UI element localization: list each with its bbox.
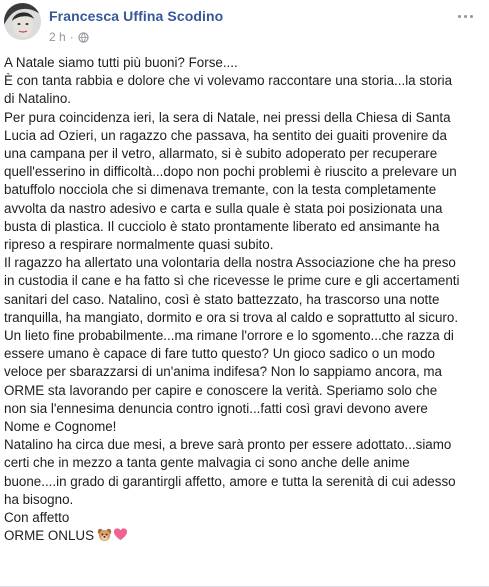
post-text-line: di Natalino. bbox=[4, 91, 71, 107]
emoji-group bbox=[97, 527, 128, 542]
more-dot bbox=[464, 15, 467, 18]
post-text-line: Lucia ad Ozieri, un ragazzo che passava, ha sentito dei guaiti provenire da bbox=[4, 127, 447, 143]
post-text-line: Per pura coincidenza ieri, la sera di Natale, nei pressi della Chiesa di Santa bbox=[4, 109, 451, 125]
post-text-line: Nome e Cognome! bbox=[4, 419, 117, 435]
post-text-line: avvolta da nastro adesivo e carta e sulla quale è stata poi posizionata una bbox=[4, 200, 443, 216]
post-text-line: Con affetto bbox=[4, 510, 70, 526]
post-text-line: ORME sta lavorando per capire e conoscere la verità. Speriamo solo che bbox=[4, 382, 438, 398]
heart-icon bbox=[113, 527, 128, 542]
author-avatar[interactable] bbox=[4, 3, 41, 40]
post-text-line: buone....in grado di garantirgli affetto, amore e tutta la serenità di cui adesso bbox=[4, 473, 456, 489]
post-text-line: batuffolo nocciola che si dimenava tremante, con la testa completamente bbox=[4, 182, 437, 198]
avatar-photo bbox=[4, 3, 41, 40]
post-text-line: ORME ONLUS bbox=[4, 527, 484, 545]
post-text-line: Natalino ha circa due mesi, a breve sarà pronto per essere adottato...siamo bbox=[4, 437, 452, 453]
post-text-line: certi che in mezzo a tanta gente malvagia ci sono anche delle anime bbox=[4, 455, 410, 471]
dog-face-icon bbox=[97, 527, 112, 542]
post-text-line: sanitari del caso. Natalino, così è stato battezzato, ha trascorso una notte bbox=[4, 291, 440, 307]
post-text-line: veloce per sbarazzarsi di un'anima indifesa? Non lo sappiamo ancora, ma bbox=[4, 364, 442, 380]
more-dot bbox=[470, 15, 473, 18]
post-text-line: una campana per il vetro, allarmato, si è subito adoperato per recuperare bbox=[4, 146, 438, 162]
post-text-line: busta di plastica. Il cucciolo è stato prontamente liberato ed ansimante ha bbox=[4, 218, 440, 234]
more-options-icon[interactable] bbox=[455, 8, 475, 24]
post-body bbox=[4, 54, 484, 545]
post-text-line: tranquilla, ha mangiato, dormito e ora si trova al caldo e soprattutto al sicuro. bbox=[4, 309, 459, 325]
post-text-line: A Natale siamo tutti più buoni? Forse.... bbox=[4, 55, 238, 70]
post-text-line: È con tanta rabbia e dolore che vi volevamo raccontare una storia...la storia bbox=[4, 73, 453, 89]
separator-dot: · bbox=[69, 30, 74, 44]
post-text-line: Un lieto fine probabilmente...ma rimane l'orrore e lo sgomento...che razza di bbox=[4, 328, 454, 344]
post-timestamp[interactable]: 2 h bbox=[49, 30, 66, 44]
post-text-line: ha bisogno. bbox=[4, 491, 74, 507]
post-text-line: non sia l'ennesima denuncia contro ignoti...fatti così gravi devono avere bbox=[4, 400, 428, 416]
post-text-line: essere umano è capace di fare tutto questo? Un gioco sadico o un modo bbox=[4, 346, 436, 362]
post-text-line: quell'esserino in difficoltà...dopo non pochi problemi è riuscito a prelevare un bbox=[4, 164, 457, 180]
post-text-line: Il ragazzo ha allertato una volontaria della nostra Associazione che ha preso bbox=[4, 255, 456, 271]
post-meta bbox=[49, 30, 89, 44]
post-text-line: in custodia il cane e ha fatto sì che ricevesse le prime cure e gli accertamenti bbox=[4, 273, 460, 289]
post-header bbox=[0, 0, 489, 50]
post-text-line: ripreso a respirare normalmente quasi subito. bbox=[4, 237, 274, 253]
more-dot bbox=[458, 15, 461, 18]
author-name[interactable]: Francesca Uffina Scodino bbox=[49, 8, 224, 24]
globe-icon[interactable] bbox=[78, 32, 89, 43]
